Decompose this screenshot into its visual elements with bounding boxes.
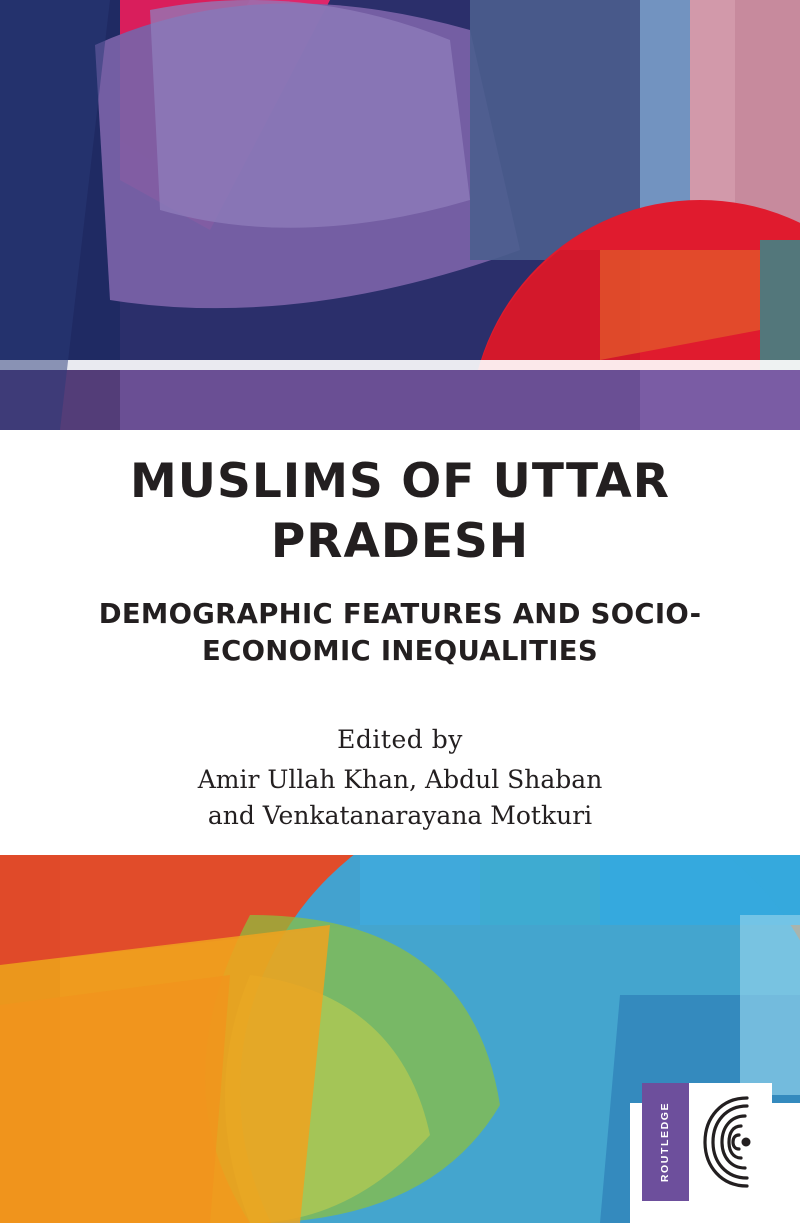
title-block [60,452,740,834]
page-title: MUSLIMS OF UTTAR PRADESH [130,454,670,570]
routledge-face-icon [695,1090,767,1194]
routledge-mark-icon [689,1083,772,1201]
routledge-wordmark [642,1083,689,1201]
routledge-logo [642,1083,772,1201]
routledge-wordmark-text: ROUTLEDGE [659,1101,672,1183]
cover-artwork-top [0,0,800,430]
page-subtitle: DEMOGRAPHIC FEATURES AND SOCIO-ECONOMIC INEQUALITIES [98,598,702,668]
authors-list: Amir Ullah Khan, Abdul Shaban and Venkatanarayana Motkuri [197,764,603,830]
edited-by-label: Edited by [337,724,463,754]
title-band [0,430,800,855]
artwork-top-svg [0,0,800,430]
